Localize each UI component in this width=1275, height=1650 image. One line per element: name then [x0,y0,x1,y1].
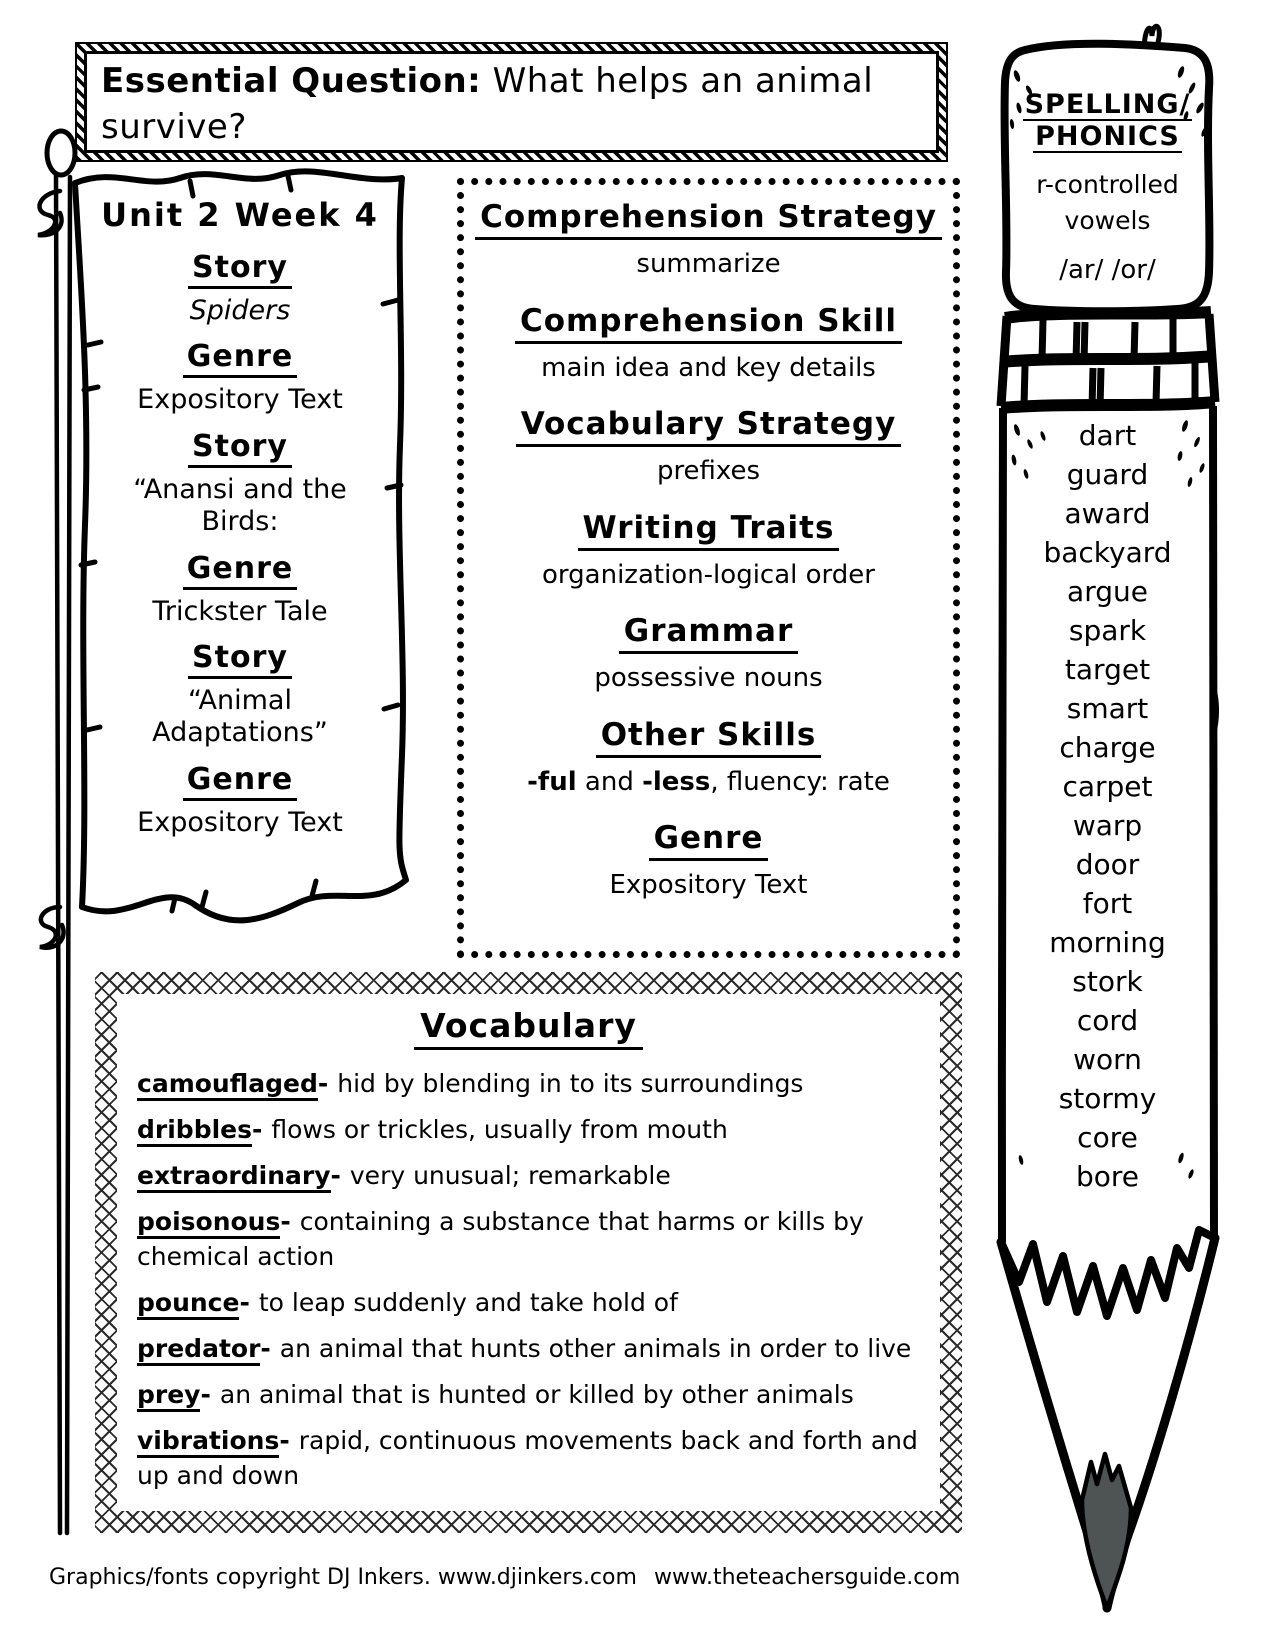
vocabulary-entry: camouflaged- hid by blending in to its surroundings [137,1066,920,1101]
spelling-word-list [1005,416,1210,1196]
skills-value: Expository Text [609,870,808,900]
skills-heading: Grammar [464,613,953,654]
skills-value: main idea and key details [541,352,876,383]
story-title: Spiders [189,295,291,326]
skills-heading: Writing Traits [464,510,953,551]
vocabulary-entry: extraordinary- very unusual; remarkable [137,1158,920,1193]
flag-section-heading: Genre [100,762,380,801]
flagpole-knob [47,131,75,175]
other-skills-value: -ful and -less, fluency: rate [527,766,890,797]
vocabulary-entry: prey- an animal that is hunted or killed by other animals [137,1377,920,1412]
flag-section-heading: Story [100,429,380,468]
skills-heading: Comprehension Strategy [464,199,953,240]
unit-week-title: Unit 2 Week 4 [101,196,379,234]
spelling-word: smart [1066,692,1149,725]
skills-heading: Vocabulary Strategy [464,406,953,447]
essential-question-text: What helps an animal survive? [101,61,874,147]
spelling-word: carpet [1062,770,1153,803]
genre-value: Expository Text [137,806,343,838]
spelling-word: warp [1072,809,1143,842]
pencil-body-right-edge [1213,406,1214,1244]
flag-section-heading: Genre [100,339,380,378]
flagpole [67,177,70,1533]
vocabulary-entry: pounce- to leap suddenly and take hold of [137,1285,920,1320]
spelling-word: charge [1059,731,1156,764]
vocabulary-entry: predator- an animal that hunts other animals in order to live [137,1331,920,1366]
skills-heading: Comprehension Skill [464,303,953,344]
vocabulary-entry: dribbles- flows or trickles, usually from mouth [137,1112,920,1147]
pencil-lead-tip [1082,1454,1131,1608]
spelling-word: guard [1066,458,1149,491]
spelling-word: fort [1082,887,1133,920]
spelling-title-line1: SPELLING/ [1024,89,1191,120]
spelling-word: worn [1073,1043,1142,1076]
pencil-body-left-edge [1002,408,1003,1248]
flag-section-heading: Genre [100,551,380,590]
genre-value: Trickster Tale [152,595,328,627]
vocabulary-content [117,994,940,1511]
spelling-word: morning [1049,926,1166,959]
skills-value: organization-logical order [542,559,875,590]
skills-panel [457,178,960,958]
phonics-subtitle: r-controlled [1036,170,1179,199]
story-title: “Animal Adaptations” [152,684,328,749]
flag-section-heading: Story [100,640,380,679]
genre-value: Expository Text [137,384,343,416]
spelling-word: door [1075,848,1140,881]
skills-heading: Other Skills [464,717,953,758]
spelling-word: cord [1076,1004,1139,1037]
phonics-phonemes: /ar/ /or/ [1059,255,1156,285]
pencil-ferrule [1001,312,1215,408]
essential-question-label: Essential Question: [101,61,482,101]
story-title: “Anansi and the Birds: [133,473,347,538]
spelling-word: award [1064,497,1151,530]
spelling-word: stormy [1058,1082,1157,1115]
skills-value: possessive nouns [594,663,823,693]
phonics-subtitle: vowels [1064,206,1151,235]
vocabulary-entry: poisonous- containing a substance that harms or kills by chemical action [137,1207,864,1271]
flag-section-heading: Story [100,250,380,289]
spelling-word: dart [1078,419,1137,452]
skills-heading: Genre [464,820,953,861]
skills-value: summarize [636,249,781,279]
spelling-word: target [1064,653,1151,686]
spelling-word: stork [1072,965,1143,998]
vocabulary-title: Vocabulary [137,1006,920,1050]
spelling-word: core [1077,1121,1138,1154]
spelling-word: spark [1068,614,1147,647]
skills-value: prefixes [656,456,761,486]
spelling-title-line2: PHONICS [1035,121,1180,152]
vocabulary-entry: vibrations- rapid, continuous movements back and forth and up and down [137,1426,918,1490]
spelling-word: backyard [1043,536,1172,569]
flagpole [56,175,60,1533]
footer-copyright: Graphics/fonts copyright DJ Inkers. www.djinkers.com [49,1565,637,1590]
flag-content [100,196,380,851]
vocabulary-box [95,972,962,1533]
spelling-word: argue [1067,575,1148,608]
spelling-phonics-header [1005,90,1210,286]
spelling-word: bore [1075,1160,1140,1193]
footer-site: www.theteachersguide.com [654,1565,961,1590]
